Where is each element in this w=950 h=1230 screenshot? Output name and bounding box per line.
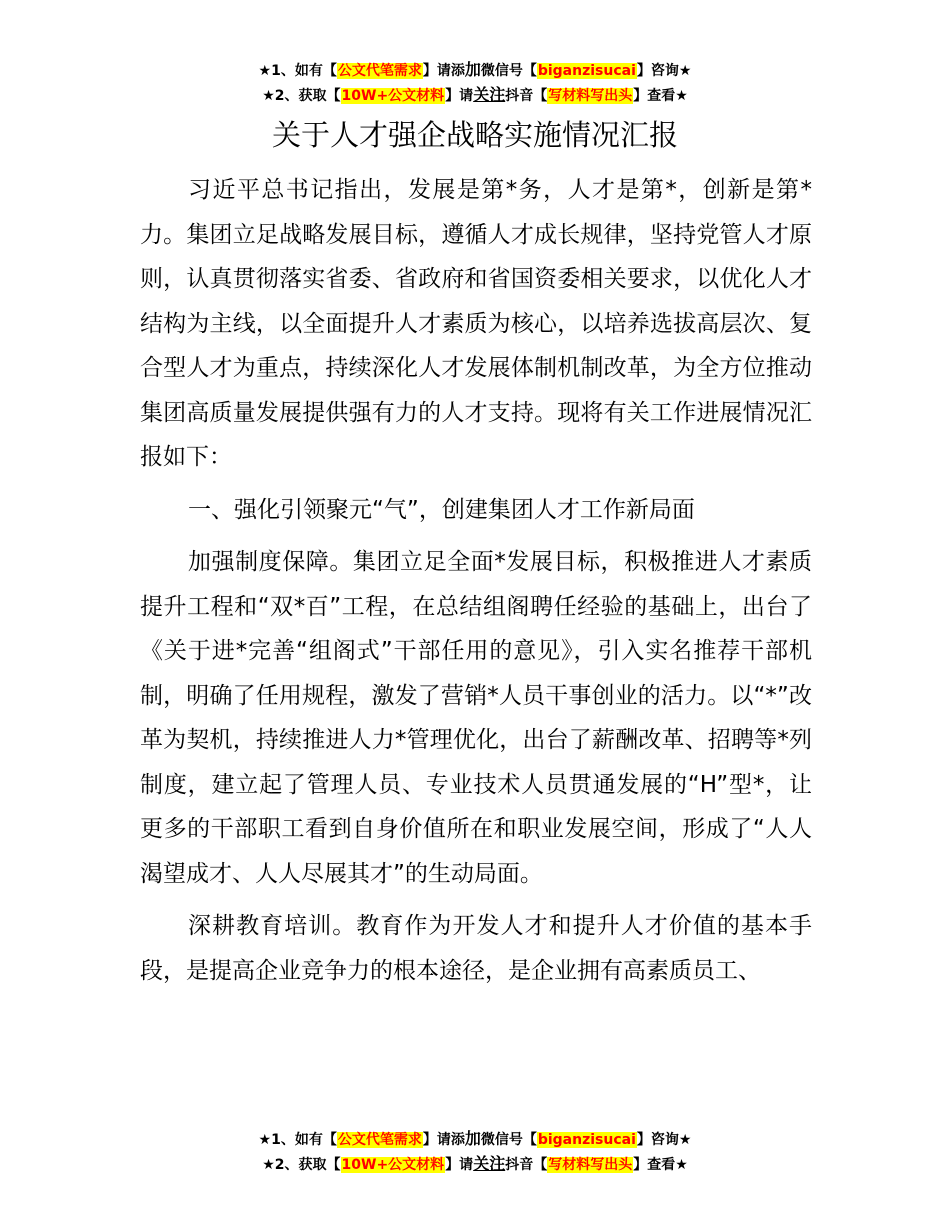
banner-highlight: biganzisucai	[537, 63, 636, 79]
document-body	[140, 168, 812, 993]
banner-text: 】请添	[422, 1132, 465, 1148]
paragraph: 深耕教育培训。教育作为开发人才和提升人才价值的基本手段，是提高企业竞争力的根本途径，是企业拥有高素质员工、	[140, 913, 812, 984]
banner-text: 微信号【	[480, 63, 537, 79]
banner-text: ★1、如有【	[258, 1132, 337, 1148]
banner-text: 微信号【	[480, 1132, 537, 1148]
footer-banner	[0, 1127, 950, 1177]
paragraph: 习近平总书记指出，发展是第*务，人才是第*，创新是第*力。集团立足战略发展目标，遵循人才成长规律，坚持党管人才原则，认真贯彻落实省委、省政府和省国资委相关要求，以优化人才结构为主线，以全面提升人才素质为核心，以培养选拔高层次、复合型人才为重点，持续深化人才发展体制机制改革，为全方位推动集团高质量发展提供强有力的人才支持。现将有关工作进展情况汇报如下：	[140, 177, 812, 470]
banner-text: ★2、获取【	[262, 88, 341, 104]
banner-text: 】查看★	[633, 88, 688, 104]
header-banner	[0, 58, 950, 108]
paragraph: 加强制度保障。集团立足全面*发展目标，积极推进人才素质提升工程和“双*百”工程，在总结组阁聘任经验的基础上，出台了《关于进*完善“组阁式”干部任用的意见》，引入实名推荐干部机制，明确了任用规程，激发了营销*人员干事创业的活力。以“*”改革为契机，持续推进人力*管理优化，出台了薪酬改革、招聘等*列制度，建立起了管理人员、专业技术人员贯通发展的“H”型*，让更多的干部职工看到自身价值所在和职业发展空间，形成了“人人渴望成才、人人尽展其才”的生动局面。	[140, 549, 812, 887]
banner-highlight: 写材料写出头	[548, 88, 633, 104]
banner-highlight: 10W+公文材料	[341, 1157, 445, 1173]
banner-line-2	[0, 83, 950, 108]
banner-text: 】请	[445, 88, 474, 104]
banner-text: 关注	[473, 1154, 506, 1173]
banner-highlight: 公文代笔需求	[337, 63, 422, 79]
banner-text: 抖音【	[505, 88, 548, 104]
banner-highlight: biganzisucai	[537, 1132, 636, 1148]
banner-text: 】咨询★	[636, 63, 692, 79]
banner-line-1	[0, 1127, 950, 1152]
document-title: 关于人才强企战略实施情况汇报	[271, 118, 678, 152]
banner-text: 】查看★	[633, 1157, 688, 1173]
banner-text: 】请	[445, 1157, 474, 1173]
section-heading: 一、强化引领聚元“气”，创建集团人才工作新局面	[188, 496, 695, 523]
banner-highlight: 写材料写出头	[548, 1157, 633, 1173]
banner-text: ★1、如有【	[258, 63, 337, 79]
banner-text: 】咨询★	[636, 1132, 692, 1148]
banner-text: 关注	[473, 85, 506, 104]
banner-text: ★2、获取【	[262, 1157, 341, 1173]
banner-line-1	[0, 58, 950, 83]
banner-highlight: 公文代笔需求	[337, 1132, 422, 1148]
banner-highlight: 10W+公文材料	[341, 88, 445, 104]
banner-line-2	[0, 1152, 950, 1177]
banner-text: 加	[464, 1129, 481, 1148]
banner-text: 】请添	[422, 63, 465, 79]
banner-text: 抖音【	[505, 1157, 548, 1173]
banner-text: 加	[464, 60, 481, 79]
